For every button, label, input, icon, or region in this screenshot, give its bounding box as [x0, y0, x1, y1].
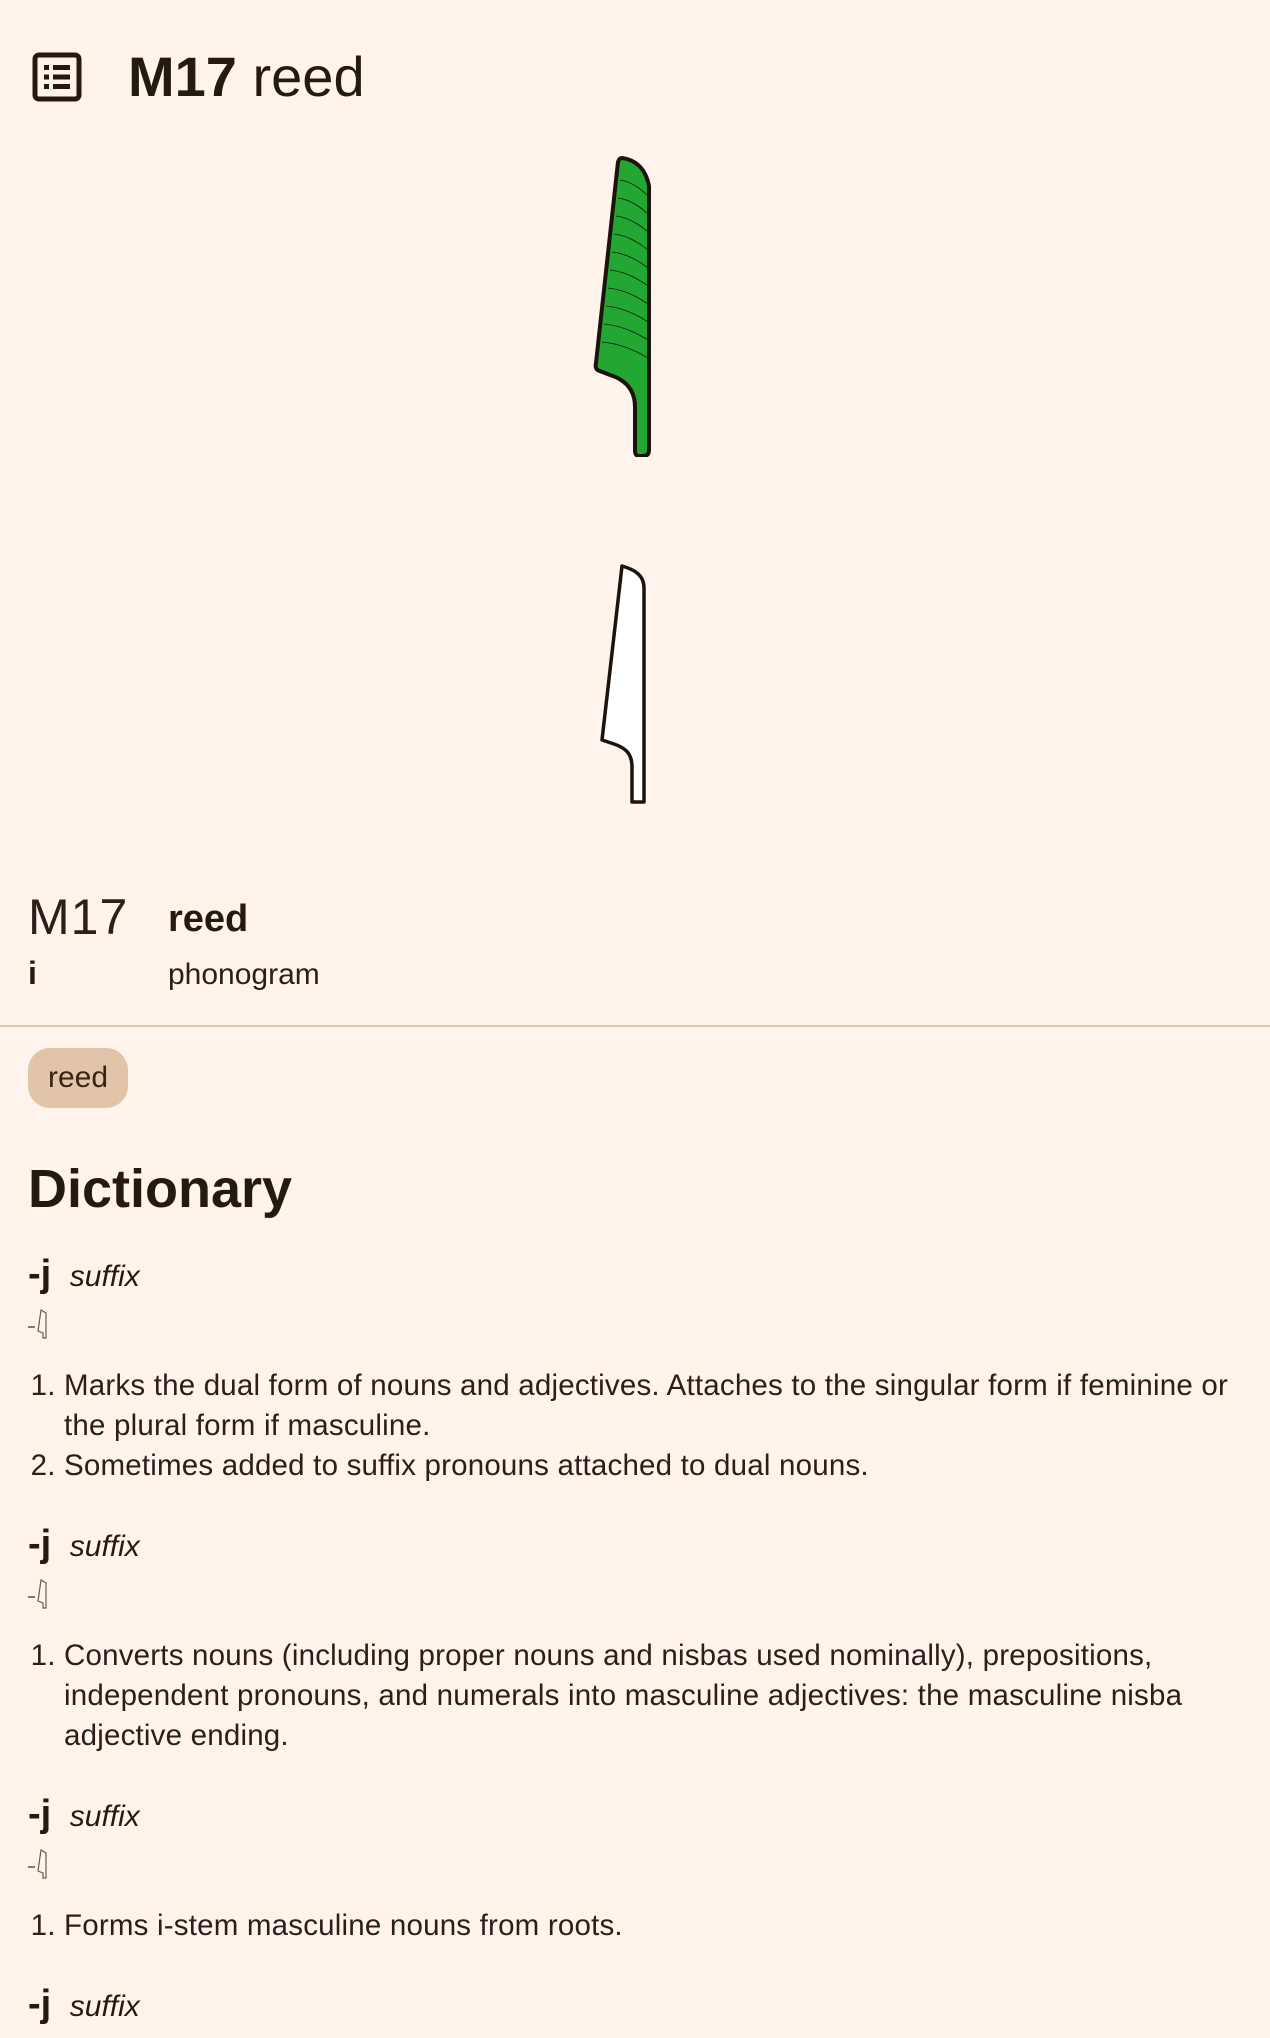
list-icon[interactable] [32, 52, 82, 102]
tag-chip-reed[interactable]: reed [28, 1048, 128, 1108]
entry-head [28, 1522, 1243, 1569]
entry-part-of-speech: suffix [69, 1800, 140, 1833]
section-divider [0, 1025, 1270, 1027]
mini-reed-glyph [28, 1307, 52, 1341]
entry-part-of-speech: suffix [69, 1990, 140, 2023]
entry-senses [28, 1366, 1243, 1486]
entry-part-of-speech: suffix [69, 1530, 140, 1563]
sign-description: reed [168, 898, 249, 940]
mini-reed-glyph [28, 1577, 52, 1611]
sense-item: 1. Converts nouns (including proper nouns and nisbas used nominally), prepositions, independent pronouns, and numerals into masculine adjectives: the masculine nisba adjective ending. [64, 1636, 1243, 1756]
entry-part-of-speech: suffix [69, 1260, 140, 1293]
entry-lemma: -j [28, 1253, 52, 1295]
entry-lemma: -j [28, 1793, 52, 1835]
sign-transliteration: i [28, 955, 37, 991]
sense-item: 1. Forms i-stem masculine nouns from roots. [64, 1906, 1243, 1946]
entry-lemma: -j [28, 1983, 52, 2025]
entry-head [28, 1792, 1243, 1839]
reed-glyph-color [592, 152, 667, 457]
page-title [128, 44, 365, 110]
sign-function: phonogram [168, 958, 320, 991]
title-sign-name: reed [252, 45, 365, 108]
reed-glyph-outline [598, 562, 660, 804]
dictionary-entry [28, 1522, 1243, 1756]
entry-lemma: -j [28, 1523, 52, 1565]
title-sign-code: M17 [128, 45, 237, 108]
entry-head [28, 1982, 1243, 2029]
entry-senses [28, 1636, 1243, 1756]
dictionary-entry [28, 1252, 1243, 1486]
dictionary-heading: Dictionary [28, 1159, 293, 1219]
sense-item: 2. Sometimes added to suffix pronouns attached to dual nouns. [64, 1446, 1243, 1486]
dictionary-entry [28, 1792, 1243, 1946]
dictionary-entry [28, 1982, 1243, 2029]
mini-reed-glyph [28, 1847, 52, 1881]
entry-head [28, 1252, 1243, 1299]
sense-item: 1. Marks the dual form of nouns and adjectives. Attaches to the singular form if feminine or the plural form if masculine. [64, 1366, 1243, 1446]
entry-senses [28, 1906, 1243, 1946]
app-header [0, 0, 1270, 150]
sign-code: M17 [28, 889, 129, 945]
